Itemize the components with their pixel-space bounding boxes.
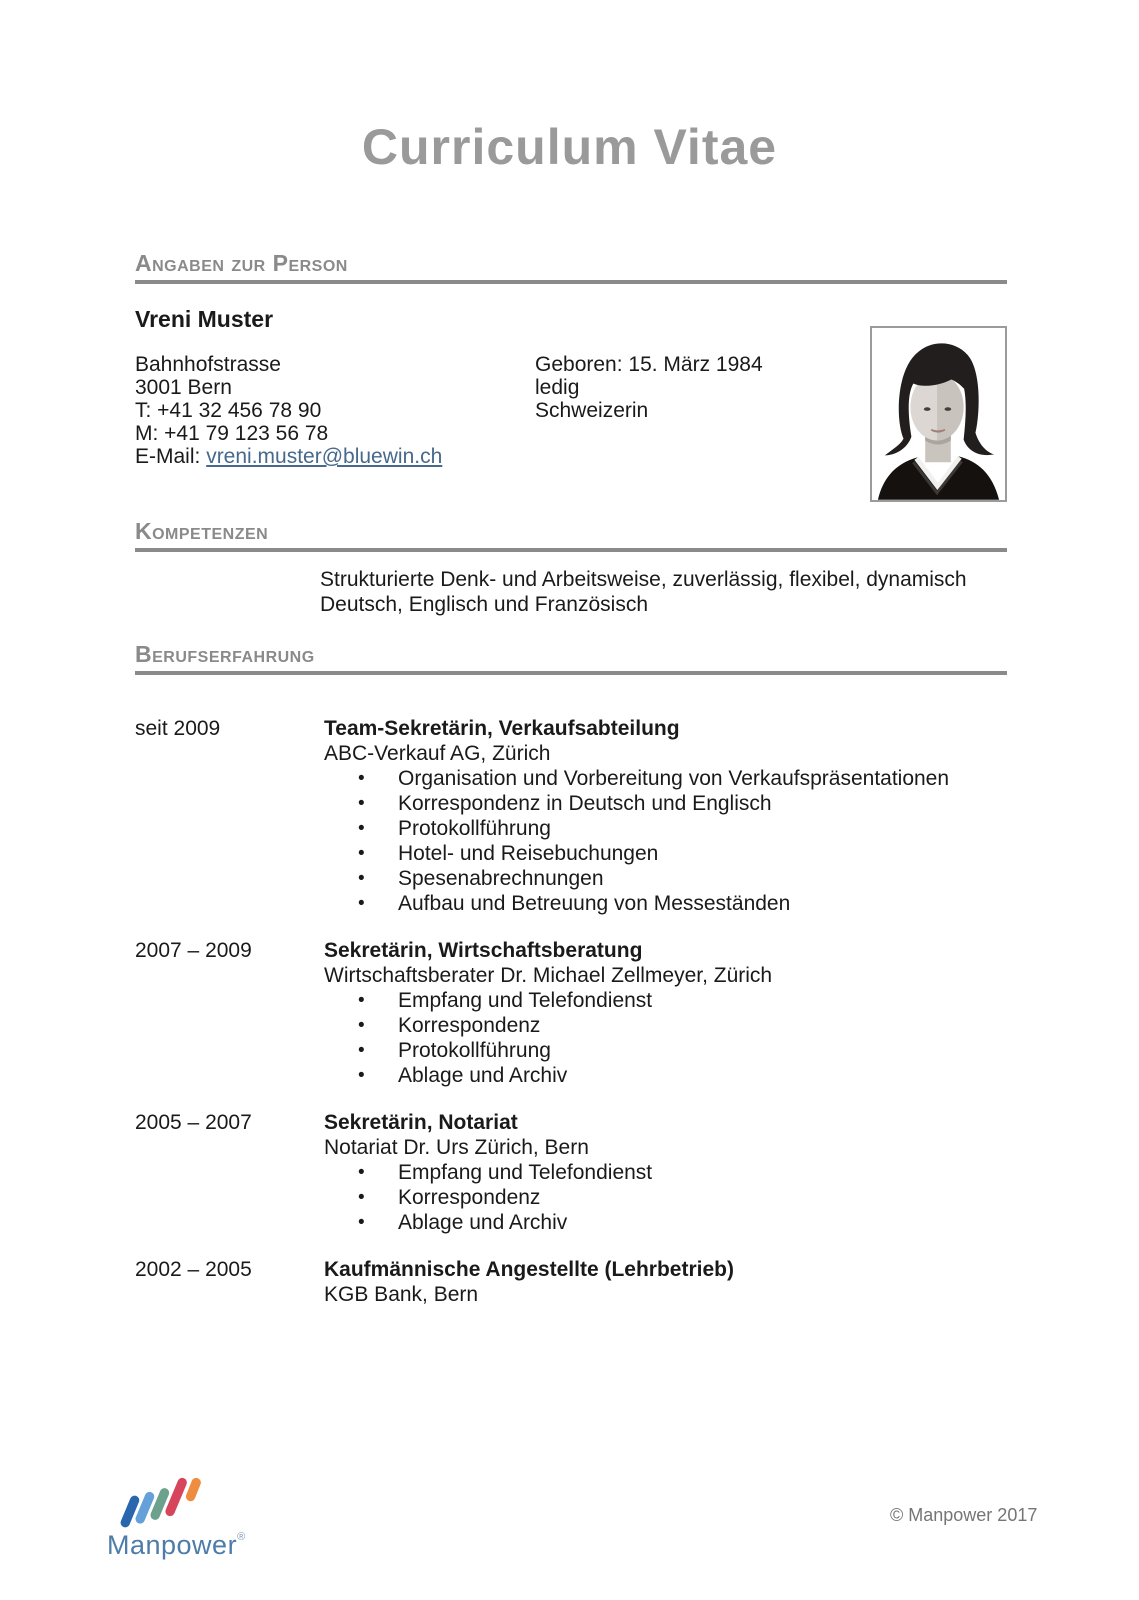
bullet-icon: • xyxy=(358,768,365,789)
bullet-icon: • xyxy=(358,868,365,889)
job-period: 2005 – 2007 xyxy=(135,1111,252,1134)
bullet-text: Protokollführung xyxy=(398,1039,551,1062)
job-body xyxy=(324,1257,1015,1307)
bullet-text: Organisation und Vorbereitung von Verkaufspräsentationen xyxy=(398,767,950,790)
brand-text: Manpower xyxy=(107,1530,238,1560)
section-heading-angaben-zur-person: Angaben zur Person xyxy=(135,250,1007,284)
job-entry xyxy=(135,1257,1015,1307)
bullet-text: Protokollführung xyxy=(398,817,551,840)
competences-block xyxy=(320,567,1010,617)
nationality-line: Schweizerin xyxy=(535,399,649,422)
contact-block xyxy=(135,353,442,468)
job-task xyxy=(324,988,1015,1013)
job-title: Sekretärin, Wirtschaftsberatung xyxy=(324,939,643,962)
mobile-line: M: +41 79 123 56 78 xyxy=(135,422,329,445)
bullet-text: Aufbau und Betreuung von Messeständen xyxy=(398,892,791,915)
competence-line: Strukturierte Denk- und Arbeitsweise, zuverlässig, flexibel, dynamisch xyxy=(320,568,967,591)
bullet-text: Empfang und Telefondienst xyxy=(398,989,653,1012)
personal-details-block xyxy=(535,353,763,422)
bullet-icon: • xyxy=(358,1187,365,1208)
portrait-photo xyxy=(870,326,1007,502)
job-task xyxy=(324,841,1015,866)
section-heading-berufserfahrung: Berufserfahrung xyxy=(135,641,1007,675)
job-entry xyxy=(135,716,1015,916)
bullet-icon: • xyxy=(358,1015,365,1036)
job-company: Wirtschaftsberater Dr. Michael Zellmeyer, Zürich xyxy=(324,964,773,987)
bullet-text: Korrespondenz in Deutsch und Englisch xyxy=(398,792,772,815)
manpower-logo-icon xyxy=(112,1476,212,1532)
bullet-icon: • xyxy=(358,893,365,914)
bullet-text: Spesenabrechnungen xyxy=(398,867,604,890)
bullet-icon: • xyxy=(358,793,365,814)
job-title: Team-Sekretärin, Verkaufsabteilung xyxy=(324,717,680,740)
bullet-icon: • xyxy=(358,843,365,864)
job-task xyxy=(324,891,1015,916)
job-task xyxy=(324,1063,1015,1088)
job-company: Notariat Dr. Urs Zürich, Bern xyxy=(324,1136,589,1159)
job-task xyxy=(324,1160,1015,1185)
email-line xyxy=(135,445,442,468)
job-task xyxy=(324,816,1015,841)
competence-line: Deutsch, Englisch und Französisch xyxy=(320,593,648,616)
job-task xyxy=(324,1210,1015,1235)
job-task xyxy=(324,1185,1015,1210)
bullet-icon: • xyxy=(358,1212,365,1233)
job-body xyxy=(324,716,1015,916)
bullet-icon: • xyxy=(358,1040,365,1061)
section-heading-kompetenzen: Kompetenzen xyxy=(135,518,1007,552)
job-title: Kaufmännische Angestellte (Lehrbetrieb) xyxy=(324,1258,734,1281)
job-task xyxy=(324,866,1015,891)
job-company: ABC-Verkauf AG, Zürich xyxy=(324,742,551,765)
job-period: seit 2009 xyxy=(135,717,221,740)
email-link[interactable]: vreni.muster@bluewin.ch xyxy=(206,445,443,468)
job-entry xyxy=(135,1110,1015,1235)
job-body xyxy=(324,938,1015,1088)
bullet-text: Empfang und Telefondienst xyxy=(398,1161,653,1184)
job-period: 2007 – 2009 xyxy=(135,939,252,962)
bullet-text: Ablage und Archiv xyxy=(398,1211,568,1234)
address-street: Bahnhofstrasse xyxy=(135,353,281,376)
phone-line: T: +41 32 456 78 90 xyxy=(135,399,322,422)
job-company: KGB Bank, Bern xyxy=(324,1283,479,1306)
person-name: Vreni Muster xyxy=(135,306,274,332)
bullet-icon: • xyxy=(358,1162,365,1183)
email-label: E-Mail: xyxy=(135,445,207,468)
bullet-icon: • xyxy=(358,818,365,839)
brand-name xyxy=(107,1530,246,1561)
bullet-text: Ablage und Archiv xyxy=(398,1064,568,1087)
copyright-text: © Manpower 2017 xyxy=(890,1505,1038,1525)
birth-line: Geboren: 15. März 1984 xyxy=(535,353,763,376)
job-task xyxy=(324,791,1015,816)
bullet-text: Hotel- und Reisebuchungen xyxy=(398,842,659,865)
job-title: Sekretärin, Notariat xyxy=(324,1111,518,1134)
experience-list xyxy=(135,716,1015,1329)
job-task xyxy=(324,1013,1015,1038)
job-task xyxy=(324,766,1015,791)
job-task xyxy=(324,1038,1015,1063)
page-title: Curriculum Vitae xyxy=(361,119,778,175)
registered-mark: ® xyxy=(237,1531,246,1543)
bullet-text: Korrespondenz xyxy=(398,1014,541,1037)
bullet-icon: • xyxy=(358,990,365,1011)
job-period: 2002 – 2005 xyxy=(135,1258,252,1281)
job-entry xyxy=(135,938,1015,1088)
job-body xyxy=(324,1110,1015,1235)
marital-status-line: ledig xyxy=(535,376,580,399)
bullet-text: Korrespondenz xyxy=(398,1186,541,1209)
bullet-icon: • xyxy=(358,1065,365,1086)
address-city: 3001 Bern xyxy=(135,376,232,399)
